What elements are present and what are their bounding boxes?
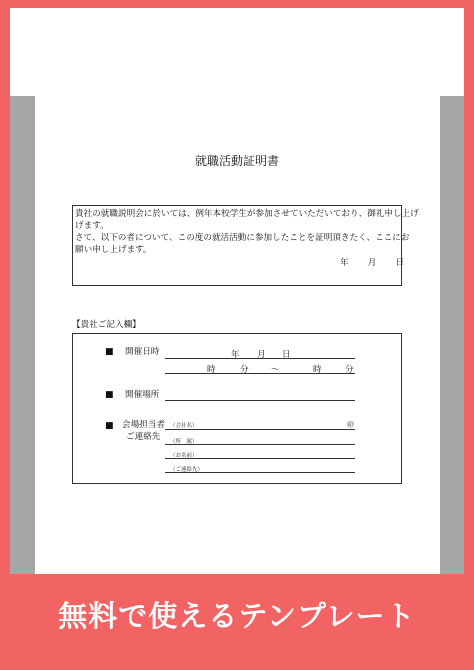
event-time-underline	[165, 373, 355, 374]
issue-date	[340, 256, 404, 268]
fill-section-label: 【貴社ご記入欄】	[72, 320, 141, 330]
greeting-text	[75, 208, 419, 256]
time-minute-start: 分	[240, 365, 249, 375]
time-hour-end: 時	[313, 365, 322, 375]
bullet-icon: ■	[105, 390, 114, 400]
free-template-banner: 無料で使えるテンプレート	[58, 599, 416, 633]
template-preview-card	[10, 8, 464, 574]
time-tilde: ～	[271, 365, 280, 375]
time-hour-start: 時	[207, 365, 216, 375]
department-label: （所 属）	[170, 439, 198, 445]
person-name-underline	[165, 458, 355, 459]
venue-underline	[165, 400, 355, 401]
event-date-underline	[165, 358, 355, 359]
greeting-line: 願い申し上げます。	[75, 245, 152, 255]
event-month: 月	[257, 350, 266, 360]
company-name-underline	[165, 429, 355, 430]
contact-label-line1: 会場担当者	[122, 420, 165, 430]
bullet-icon: ■	[105, 347, 114, 357]
event-date-label: 開催日時	[125, 347, 160, 357]
date-year: 年	[340, 258, 349, 268]
bullet-icon: ■	[105, 421, 114, 431]
department-underline	[165, 444, 355, 445]
contact-info-label: （ご連絡先）	[170, 467, 204, 473]
date-month: 月	[367, 258, 377, 268]
time-minute-end: 分	[345, 365, 354, 375]
date-day: 日	[395, 258, 404, 268]
company-name-label: （会社名）	[170, 423, 198, 429]
document-title: 就職活動証明書	[194, 154, 279, 168]
venue-label: 開催場所	[125, 390, 160, 400]
contact-info-underline	[165, 472, 355, 473]
person-name-label: （お名前）	[170, 453, 198, 459]
greeting-line: さて、以下の者について、この度の就活活動に参加したことを証明頂きたく、ここにお	[75, 233, 410, 243]
seal-icon: ㊞	[347, 421, 354, 429]
contact-label-line2: ご連絡先	[126, 432, 161, 442]
greeting-line: 貴社の就職説明会に於いては、例年本校学生が参加させていただいており、御礼申し上げ	[75, 209, 419, 219]
event-day: 日	[282, 350, 291, 360]
greeting-line: げます。	[75, 221, 109, 231]
event-year: 年	[231, 350, 240, 360]
